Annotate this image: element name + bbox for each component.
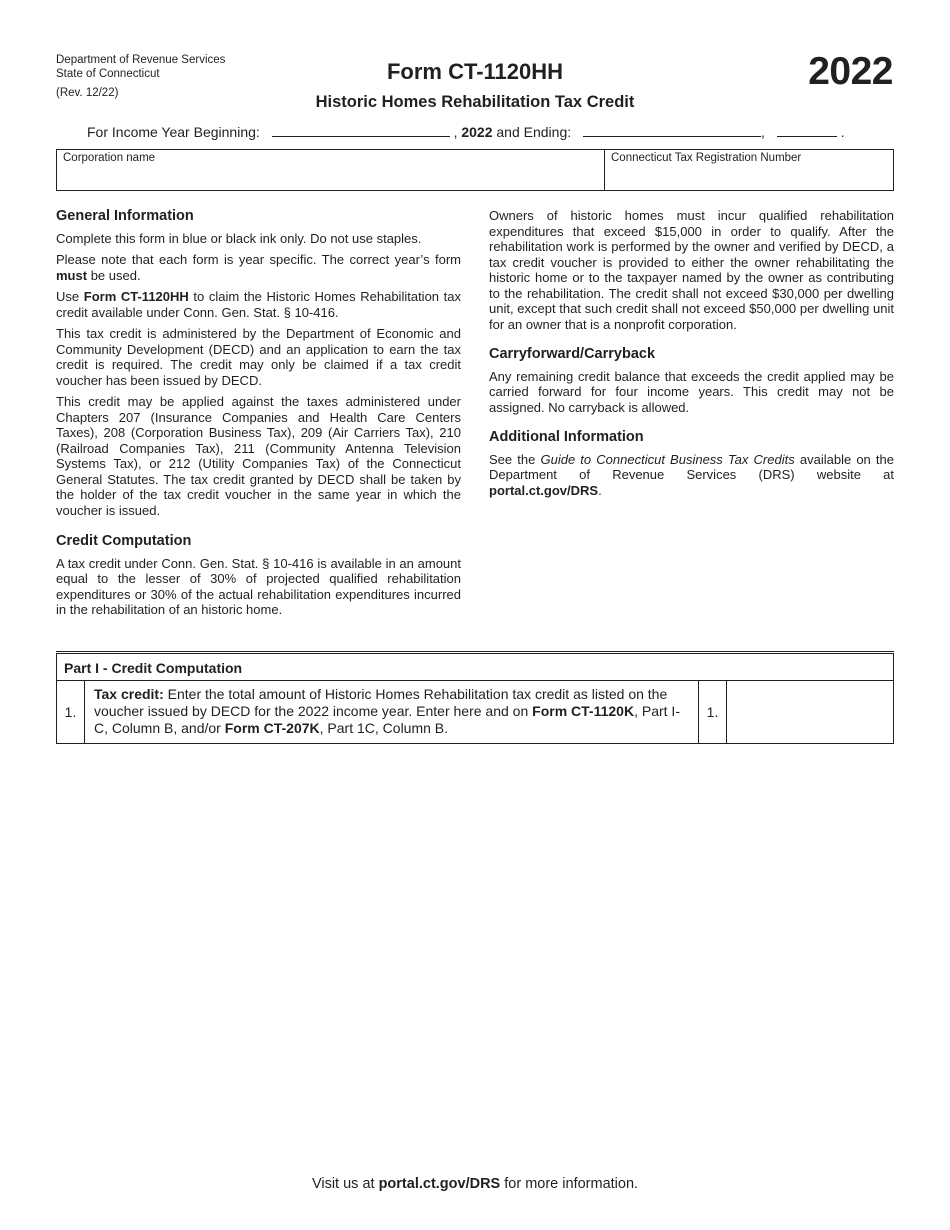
footer-portal-link[interactable]: portal.ct.gov/DRS (378, 1176, 501, 1192)
general-info-year-specific: Please note that each form is year specific. The correct year’s form must be used. (56, 252, 461, 283)
income-year-bold: 2022 (461, 124, 493, 140)
income-year-line: For Income Year Beginning: , 2022 and Ending: , . (87, 124, 845, 140)
part-i-heading: Part I - Credit Computation (57, 653, 894, 681)
form-subtitle: Historic Homes Rehabilitation Tax Credit (315, 93, 635, 111)
general-info-usage: Use Form CT-1120HH to claim the Historic Homes Rehabilitation tax credit available under Conn. Gen. Stat. § 10-416. (56, 289, 461, 320)
credit-computation-owners-text: Owners of historic homes must incur qualified rehabilitation expenditures that exceed $15,000 in order to qualify. After the rehabilitation work is performed by the owner and verified by DECD, a tax credit voucher is provided to either the owner rehabilitating the historic home or to the taxpayer named by the owner as contributing to the rehabilitation. The credit shall not exceed $30,000 per dwelling unit, except that such credit shall not exceed $50,000 per dwelling unit for an owner that is a nonprofit corporation. (489, 208, 894, 332)
income-year-ending-label: and Ending: (496, 124, 572, 140)
line-1-box-number: 1. (699, 681, 727, 744)
form-year: 2022 (808, 50, 893, 93)
income-year-beginning-label: For Income Year Beginning: (87, 124, 260, 140)
general-info-administered: This tax credit is administered by the Department of Economic and Community Development (DECD) and an application to earn the tax credit is required. The credit may only be claimed if a tax credit voucher has been issued by DECD. (56, 326, 461, 388)
line-1-row (57, 681, 894, 744)
carryforward-heading: Carryforward/Carryback (489, 346, 656, 362)
part-i-credit-computation-table (56, 651, 894, 744)
corporation-name-label: Corporation name (63, 152, 156, 164)
income-year-begin-field[interactable] (272, 125, 450, 137)
line-1-amount-field[interactable] (727, 681, 894, 744)
line-1-number: 1. (57, 681, 85, 744)
instructions-right-column (489, 208, 894, 504)
additional-information-heading: Additional Information (489, 429, 644, 445)
income-year-end-year-field[interactable] (777, 125, 837, 137)
additional-information-text: See the Guide to Connecticut Business Tax Credits available on the Department of Revenue Services (DRS) website at portal.ct.gov/DRS. (489, 451, 894, 498)
carryforward-text: Any remaining credit balance that exceeds the credit applied may be carried forward for four income years. This credit may not be assigned. No carryback is allowed. (489, 368, 894, 415)
agency-name: Department of Revenue Services (56, 54, 226, 66)
corporation-name-field[interactable] (57, 150, 605, 190)
revision-date: (Rev. 12/22) (56, 87, 119, 99)
general-info-applied-against: This credit may be applied against the taxes administered under Chapters 207 (Insurance Companies and Health Care Centers Taxes), 208 (Corporation Business Tax), 209 (Air Carriers Tax), 210 (Railroad Companies Tax), 211 (Community Antenna Television Systems Tax), or 212 (Utility Companies Tax) of the Connecticut General Statutes. The tax credit granted by DECD shall be taken by the holder of the tax credit voucher in the same year in which the voucher is issued. (56, 394, 461, 518)
general-info-ink: Complete this form in blue or black ink only. Do not use staples. (56, 230, 422, 246)
credit-computation-heading: Credit Computation (56, 533, 192, 549)
agency-state: State of Connecticut (56, 68, 160, 80)
tax-registration-number-field[interactable] (605, 150, 893, 190)
part-i-header-row (57, 653, 894, 681)
tax-registration-number-label: Connecticut Tax Registration Number (611, 152, 802, 164)
credit-computation-text: A tax credit under Conn. Gen. Stat. § 10-416 is available in an amount equal to the lesser of 30% of projected qualified rehabilitation expenditures or 30% of the actual rehabilitation expenditures incurred in the rehabilitation of an historic home. (56, 555, 461, 617)
identification-box (56, 149, 894, 191)
footer: Visit us at portal.ct.gov/DRS for more information. (311, 1176, 639, 1192)
income-year-end-field[interactable] (583, 125, 761, 137)
drs-portal-link[interactable]: portal.ct.gov/DRS (489, 482, 599, 498)
line-1-description: Tax credit: Enter the total amount of Historic Homes Rehabilitation tax credit as listed on the voucher issued by DECD for the 2022 income year. Enter here and on Form CT-1120K, Part I-C, Column B, and/or Form CT-207K, Part 1C, Column B. (85, 681, 699, 744)
instructions-left-column (56, 209, 461, 624)
general-information-heading: General Information (56, 208, 194, 224)
form-title: Form CT-1120HH (386, 59, 564, 84)
